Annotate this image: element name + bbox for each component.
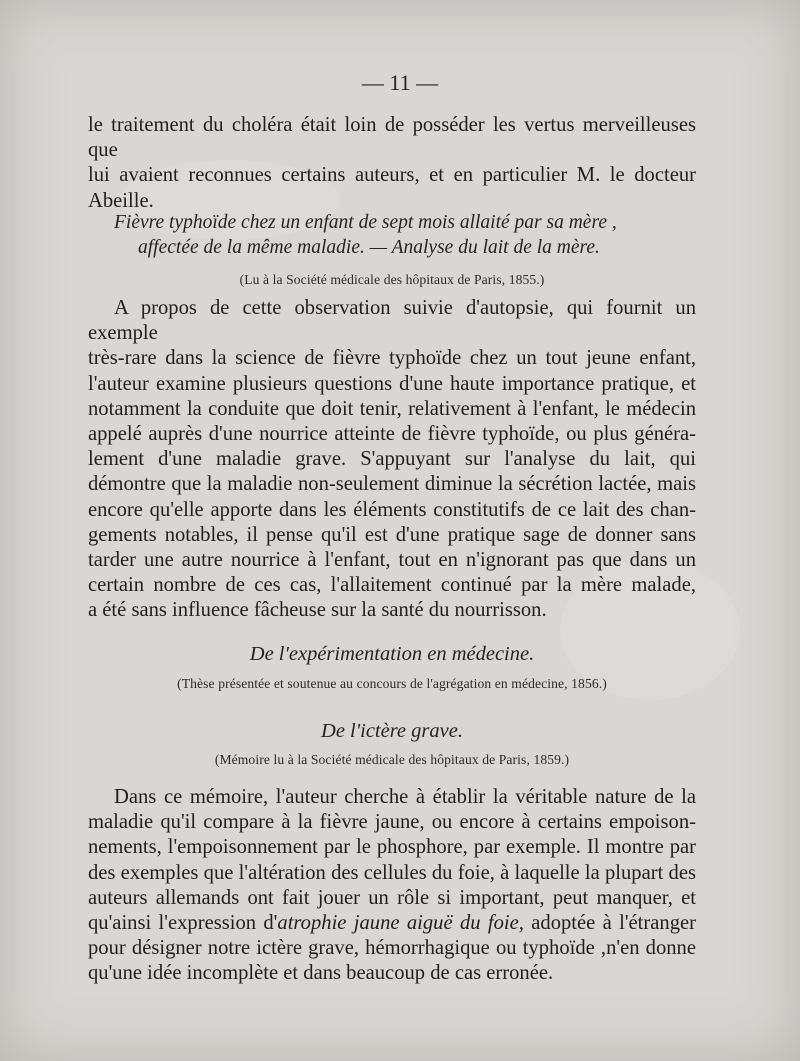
text-line: des exemples que l'altération des cellules du foie, à laquelle la plupart des	[88, 861, 696, 884]
paragraph	[88, 113, 696, 214]
text-line: appelé auprès d'une nourrice atteinte de fièvre typhoïde, ou plus généra-	[88, 423, 696, 446]
paragraph	[88, 296, 696, 624]
publication-note: (Lu à la Société médicale des hôpitaux de Paris, 1855.)	[239, 272, 545, 287]
heading-line: Fièvre typhoïde chez un enfant de sept mois allaité par sa mère ,	[114, 212, 617, 233]
text-line: encore qu'elle apporte dans les éléments constitutifs de ce lait des chan-	[88, 498, 696, 521]
text-line: démontre que la maladie non-seulement diminue la sécrétion lactée, mais	[88, 473, 696, 496]
emphasized-term: atrophie jaune aiguë du foie,	[277, 912, 524, 935]
section-typhoid-note	[88, 272, 696, 288]
section-typhoid-heading	[88, 210, 696, 260]
text-line: nements, l'empoisonnement par le phosphore, par exemple. Il montre par	[88, 836, 696, 859]
text-line: gements notables, il pense qu'il est d'une pratique sage de donner sans	[88, 523, 696, 546]
text-line: lement d'une maladie grave. S'appuyant sur l'analyse du lait, qui	[88, 448, 696, 471]
text-line: tarder une autre nourrice à l'enfant, tout en n'ignorant pas que dans un	[88, 549, 696, 572]
text-line: maladie qu'il compare à la fièvre jaune, ou encore à certains empoison-	[88, 811, 696, 834]
section-experimentation	[88, 643, 696, 692]
text-line: certain nombre de ces cas, l'allaitement continué par la mère malade,	[88, 574, 696, 597]
text-line: qu'une idée incomplète et dans beaucoup de cas erronée.	[88, 962, 554, 985]
text-line: auteurs allemands ont fait jouer un rôle si important, peut manquer, et	[88, 886, 696, 909]
section-heading	[88, 210, 696, 260]
text-line: Dans ce mémoire, l'auteur cherche à établir la véritable nature de la	[114, 786, 696, 808]
section-heading: De l'ictère grave.	[321, 720, 463, 742]
text-line: l'auteur examine plusieurs questions d'une haute importance pratique, et	[88, 372, 696, 395]
text-line: le traitement du choléra était loin de posséder les vertus merveilleuses que	[88, 114, 696, 162]
text-line: pour désigner notre ictère grave, hémorrhagique ou typhoïde ,n'en donne	[88, 937, 696, 960]
text-line: notamment la conduite que doit tenir, relativement à l'enfant, le médecin	[88, 397, 696, 420]
page-number: — 11 —	[361, 70, 439, 95]
section-typhoid-body	[88, 296, 696, 624]
text-line: très-rare dans la science de fièvre typhoïde chez un tout jeune enfant,	[88, 347, 696, 370]
text-fragment: qu'ainsi l'expression d'	[88, 912, 278, 935]
publication-note: (Mémoire lu à la Société médicale des hôpitaux de Paris, 1859.)	[214, 752, 570, 767]
heading-line: affectée de la même maladie. — Analyse du lait de la mère.	[138, 237, 600, 258]
publication-note: (Thèse présentée et soutenue au concours de l'agrégation en médecine, 1856.)	[177, 676, 607, 691]
paragraph	[88, 785, 696, 987]
section-ictere-body	[88, 785, 696, 987]
paragraph-continuation	[88, 113, 696, 214]
text-line: A propos de cette observation suivie d'autopsie, qui fournit un exemple	[88, 297, 696, 345]
text-line: lui avaient reconnues certains auteurs, et en particulier M. le docteur	[88, 164, 696, 187]
section-heading: De l'expérimentation en médecine.	[249, 643, 535, 665]
section-ictere	[88, 720, 696, 768]
text-line: a été sans influence fâcheuse sur la santé du nourrisson.	[88, 599, 547, 622]
text-fragment: adoptée à l'étranger	[523, 912, 696, 935]
text-line-with-emphasis	[88, 911, 696, 936]
text-line: Abeille.	[88, 189, 154, 212]
